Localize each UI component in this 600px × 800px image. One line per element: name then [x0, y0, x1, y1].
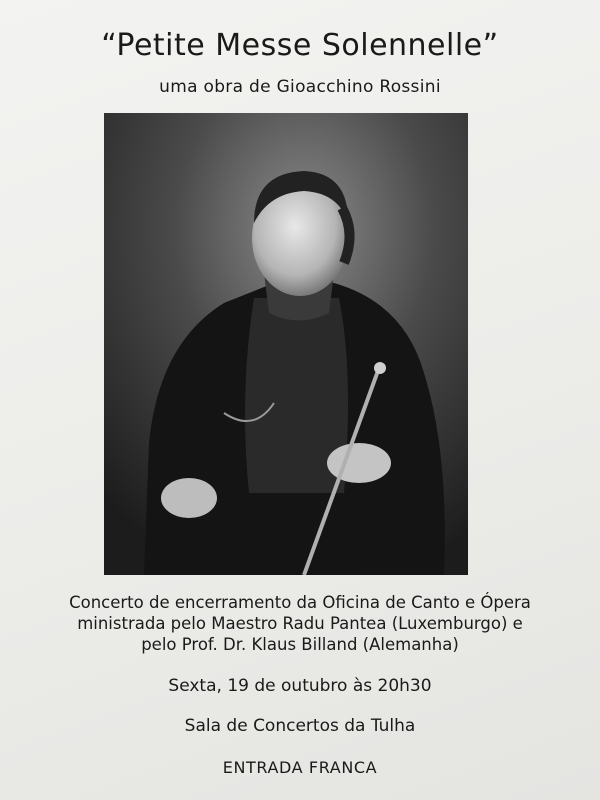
portrait-photo	[104, 113, 468, 575]
poster-title: “Petite Messe Solennelle”	[101, 28, 499, 63]
poster-subtitle: uma obra de Gioacchino Rossini	[159, 77, 441, 97]
description-line-2: ministrada pelo Maestro Radu Pantea (Luxemburgo) e	[77, 614, 523, 633]
admission-note: ENTRADA FRANCA	[222, 758, 378, 777]
description-line-1: Concerto de encerramento da Oficina de Canto e Ópera	[69, 593, 531, 612]
description-line-3: pelo Prof. Dr. Klaus Billand (Alemanha)	[141, 635, 459, 654]
concert-venue: Sala de Concertos da Tulha	[184, 716, 416, 736]
concert-date: Sexta, 19 de outubro às 20h30	[168, 676, 432, 696]
